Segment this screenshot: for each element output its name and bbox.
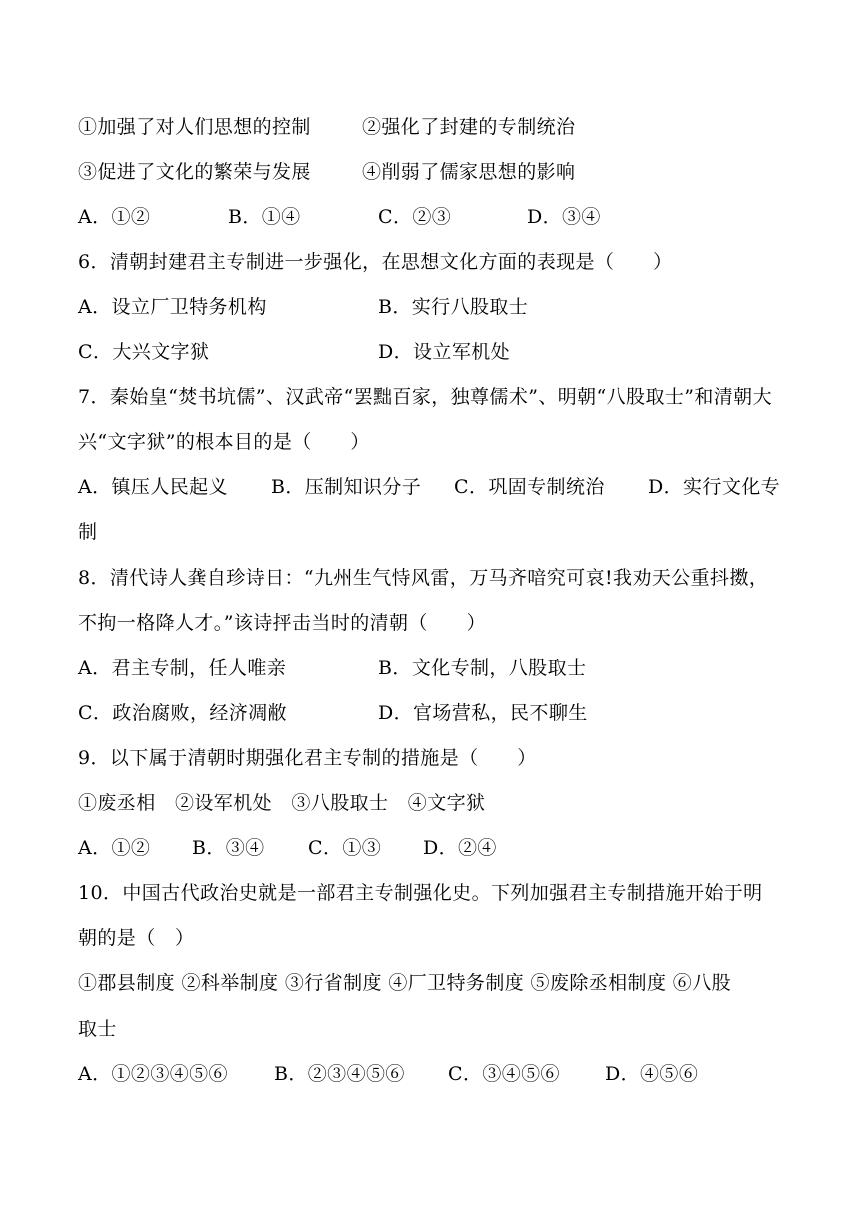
q9-stem xyxy=(78,745,784,771)
q8-stem-text-2: 不拘一格降人才。”该诗抨击当时的清朝（ ） xyxy=(78,612,487,634)
q10-items-text-1: ①郡县制度 ②科举制度 ③行省制度 ④厂卫特务制度 ⑤废除丞相制度 ⑥八股 xyxy=(78,972,731,994)
q7-option-d: D．实行文化专 xyxy=(648,476,781,498)
q6-option-b: B．实行八股取士 xyxy=(378,296,529,318)
q7-options xyxy=(78,474,784,500)
q10-stem-text-2: 朝的是（ ） xyxy=(78,927,195,949)
q7-option-d-tail: 制 xyxy=(78,521,98,543)
statement-3: ③促进了文化的繁荣与发展 xyxy=(78,161,311,183)
q9-option-d: D．②④ xyxy=(423,837,497,859)
q8-options-row-2 xyxy=(78,700,784,726)
statement-row-1 xyxy=(78,114,784,140)
q8-option-b: B．文化专制，八股取士 xyxy=(378,657,587,679)
q10-option-c: C．③④⑤⑥ xyxy=(448,1063,560,1085)
q5-options xyxy=(78,204,784,230)
q9-stem-text: 9．以下属于清朝时期强化君主专制的措施是（ ） xyxy=(78,747,537,769)
q9-items-text: ①废丞相 ②设军机处 ③八股取士 ④文字狱 xyxy=(78,792,486,814)
q10-stem-line-1 xyxy=(78,880,784,906)
q5-option-d: D．③④ xyxy=(527,206,601,228)
q10-options xyxy=(78,1061,784,1087)
q7-stem-line-2 xyxy=(78,429,784,455)
q10-option-a: A．①②③④⑤⑥ xyxy=(78,1063,228,1085)
q7-option-c: C．巩固专制统治 xyxy=(454,476,605,498)
q8-options-row-1 xyxy=(78,655,784,681)
q10-stem-text-1: 10．中国古代政治史就是一部君主专制强化史。下列加强君主专制措施开始于明 xyxy=(78,882,763,904)
q7-option-a: A．镇压人民起义 xyxy=(78,476,228,498)
q9-items xyxy=(78,790,784,816)
q10-items-line-1 xyxy=(78,970,784,996)
q8-stem-line-2 xyxy=(78,610,784,636)
statement-4: ④削弱了儒家思想的影响 xyxy=(362,161,576,183)
q9-options xyxy=(78,835,784,861)
q7-stem-text-1: 7．秦始皇“焚书坑儒”、汉武帝“罢黜百家，独尊儒术”、明朝“八股取士”和清朝大 xyxy=(78,386,772,408)
q8-stem-text-1: 8．清代诗人龚自珍诗日：“九州生气恃风雷，万马齐喑究可哀!我劝天公重抖擞， xyxy=(78,567,769,589)
statement-2: ②强化了封建的专制统治 xyxy=(362,116,576,138)
q10-stem-line-2 xyxy=(78,925,784,951)
q8-stem-line-1 xyxy=(78,565,784,591)
q5-option-b: B．①④ xyxy=(228,206,301,228)
q6-option-a: A．设立厂卫特务机构 xyxy=(78,296,267,318)
q7-option-b: B．压制知识分子 xyxy=(271,476,422,498)
statement-1: ①加强了对人们思想的控制 xyxy=(78,116,311,138)
q6-option-c: C．大兴文字狱 xyxy=(78,341,210,363)
q7-stem-text-2: 兴“文字狱”的根本目的是（ ） xyxy=(78,431,370,453)
q10-items-text-2: 取士 xyxy=(78,1018,117,1040)
q10-option-b: B．②③④⑤⑥ xyxy=(274,1063,405,1085)
q9-option-b: B．③④ xyxy=(192,837,265,859)
q9-option-a: A．①② xyxy=(78,837,151,859)
q8-option-d: D．官场营私，民不聊生 xyxy=(378,702,588,724)
q8-option-a: A．君主专制，任人唯亲 xyxy=(78,657,287,679)
q7-stem-line-1 xyxy=(78,384,784,410)
q9-option-c: C．①③ xyxy=(308,837,382,859)
q6-stem-text: 6．清朝封建君主专制进一步强化，在思想文化方面的表现是（ ） xyxy=(78,251,673,273)
q5-option-c: C．②③ xyxy=(378,206,452,228)
q6-stem xyxy=(78,249,784,275)
q6-option-d: D．设立军机处 xyxy=(378,341,511,363)
q8-option-c: C．政治腐败，经济凋敝 xyxy=(78,702,287,724)
q7-option-d-continued xyxy=(78,519,784,545)
q10-items-line-2 xyxy=(78,1016,784,1042)
q6-options-row-2 xyxy=(78,339,784,365)
statement-row-2 xyxy=(78,159,784,185)
q10-option-d: D．④⑤⑥ xyxy=(605,1063,699,1085)
q5-option-a: A．①② xyxy=(78,206,151,228)
q6-options-row-1 xyxy=(78,294,784,320)
